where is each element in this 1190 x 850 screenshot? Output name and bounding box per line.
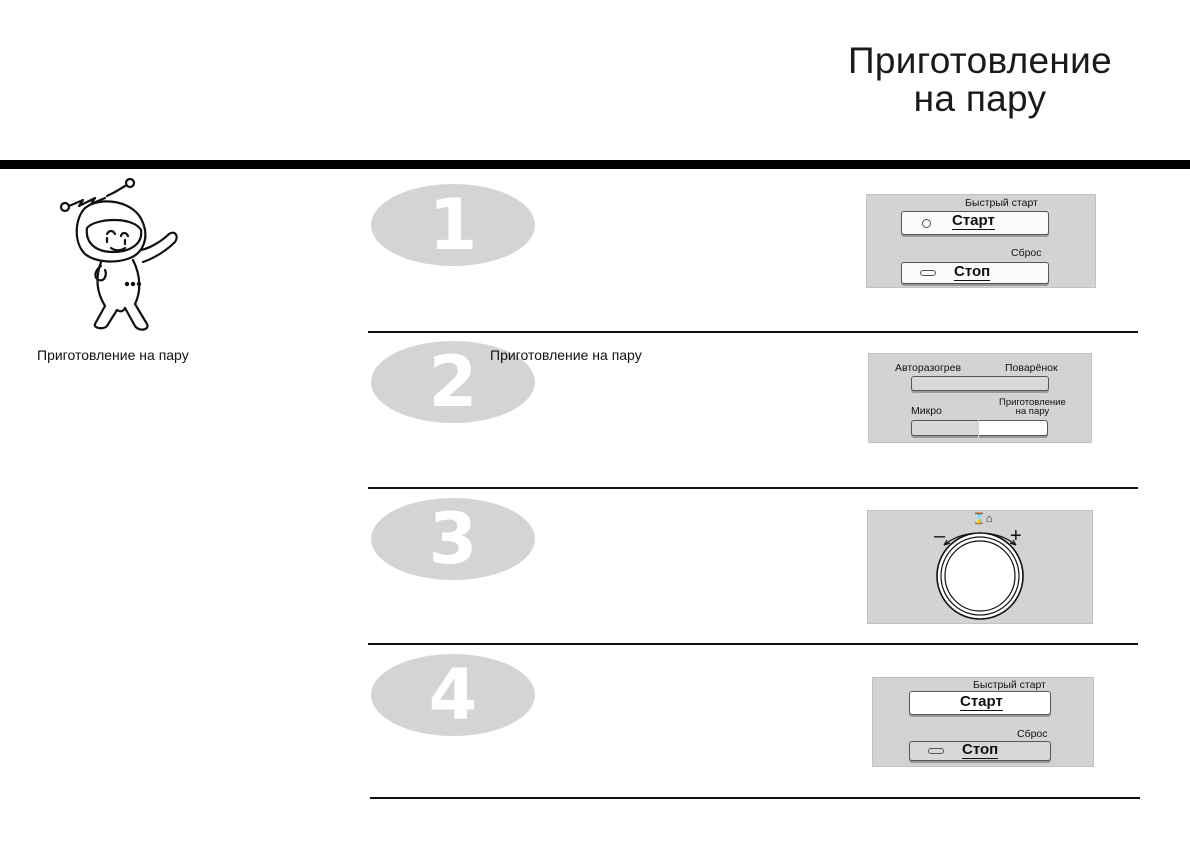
start-button-label: Старт	[952, 212, 995, 229]
quick-start-label: Быстрый старт	[965, 197, 1038, 209]
reheat-label: Авторазогрев	[895, 362, 962, 374]
reset-label: Сброс	[1011, 247, 1042, 259]
stop-button[interactable]	[909, 741, 1051, 761]
reset-label: Сброс	[1017, 728, 1048, 740]
start-button-label: Старт	[960, 693, 1003, 710]
step-1-digit: 1	[428, 184, 478, 266]
stop-button-label: Стоп	[954, 263, 991, 280]
start-led-icon	[922, 219, 931, 228]
step-separator	[370, 797, 1140, 799]
step-2-label: Приготовление на пару	[490, 347, 642, 363]
mascot-illustration	[55, 178, 185, 338]
step-1-panel	[866, 194, 1096, 288]
step-3-numeral	[370, 497, 536, 581]
step-3-panel	[867, 510, 1093, 624]
step-separator	[368, 643, 1138, 645]
stop-button-label: Стоп	[962, 741, 999, 758]
micro-label: Микро	[911, 405, 942, 417]
timer-weight-icon: ⌛⌂	[972, 513, 993, 525]
start-button[interactable]	[901, 211, 1049, 235]
step-4-panel	[872, 677, 1094, 767]
start-button[interactable]	[909, 691, 1051, 715]
step-2-panel	[868, 353, 1092, 443]
step-4-numeral	[370, 653, 536, 737]
chef-label: Поварёнок	[1005, 362, 1058, 374]
step-3-digit: 3	[428, 498, 478, 580]
steam-label	[999, 398, 1066, 416]
step-2-digit: 2	[428, 341, 478, 423]
step-1-numeral	[370, 183, 536, 267]
sidebar-label: Приготовление на пару	[37, 347, 189, 363]
reheat-chef-button[interactable]	[911, 376, 1049, 391]
quick-start-label: Быстрый старт	[973, 679, 1046, 691]
stop-led-icon	[920, 270, 936, 276]
micro-button[interactable]	[911, 420, 978, 436]
steam-label-line1: Приготовление	[999, 397, 1066, 408]
dial-minus-label: –	[934, 525, 946, 547]
page-title-line2: на пару	[913, 78, 1047, 119]
page-title-line1: Приготовление	[848, 40, 1112, 81]
page-title	[780, 42, 1180, 118]
dial-plus-label: +	[1010, 525, 1022, 547]
step-separator	[368, 487, 1138, 489]
step-separator	[368, 331, 1138, 333]
stop-led-icon	[928, 748, 944, 754]
header-rule	[0, 160, 1190, 169]
stop-button[interactable]	[901, 262, 1049, 284]
step-4-digit: 4	[428, 654, 478, 736]
steam-button[interactable]	[979, 420, 1048, 436]
steam-label-line2: на пару	[1015, 406, 1050, 417]
